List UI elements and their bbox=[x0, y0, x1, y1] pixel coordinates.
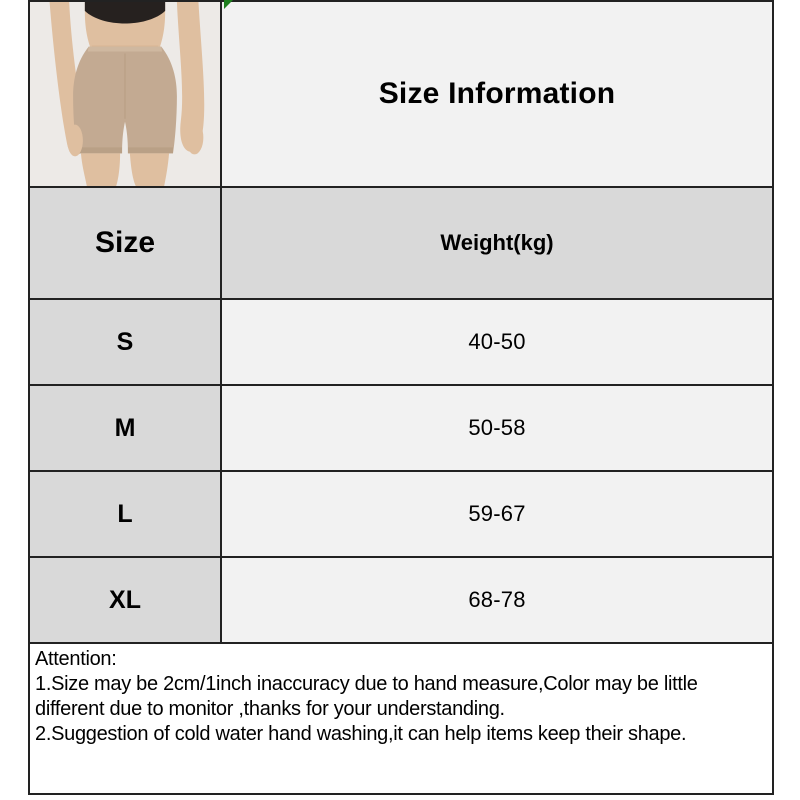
table-row-header-image bbox=[30, 2, 772, 186]
weight-cell bbox=[222, 472, 772, 556]
header-cell-weight bbox=[222, 188, 772, 298]
attention-heading: Attention: bbox=[35, 648, 117, 670]
title-cell bbox=[222, 2, 772, 186]
weight-cell bbox=[222, 300, 772, 384]
size-cell bbox=[30, 300, 222, 384]
size-label: XL bbox=[109, 585, 141, 614]
page-title: Size Information bbox=[378, 77, 616, 110]
table-row bbox=[30, 298, 772, 384]
weight-value: 50-58 bbox=[468, 415, 526, 440]
attention-note: 1.Size may be 2cm/1inch inaccuracy due to hand measure,Color may be little different due to monitor ,thanks for your understanding. bbox=[35, 673, 698, 720]
attention-note: 2.Suggestion of cold water hand washing,it can help items keep their shape. bbox=[35, 723, 687, 745]
size-label: S bbox=[116, 327, 134, 356]
size-cell bbox=[30, 558, 222, 642]
weight-value: 59-67 bbox=[468, 501, 526, 526]
weight-value: 40-50 bbox=[468, 329, 526, 354]
size-cell bbox=[30, 386, 222, 470]
weight-cell bbox=[222, 558, 772, 642]
size-table bbox=[28, 0, 774, 644]
product-photo-illustration bbox=[30, 2, 220, 186]
table-row bbox=[30, 470, 772, 556]
weight-cell bbox=[222, 386, 772, 470]
attention-box bbox=[28, 642, 774, 795]
product-photo bbox=[30, 2, 222, 186]
size-label: L bbox=[117, 499, 133, 528]
header-cell-size bbox=[30, 188, 222, 298]
table-header-row bbox=[30, 186, 772, 298]
size-column-header: Size bbox=[94, 226, 156, 259]
green-corner-marker bbox=[224, 0, 233, 9]
table-row bbox=[30, 384, 772, 470]
size-cell bbox=[30, 472, 222, 556]
size-info-sheet bbox=[28, 0, 774, 795]
weight-column-header: Weight(kg) bbox=[440, 230, 554, 255]
table-row bbox=[30, 556, 772, 642]
size-label: M bbox=[114, 413, 136, 442]
weight-value: 68-78 bbox=[468, 587, 526, 612]
